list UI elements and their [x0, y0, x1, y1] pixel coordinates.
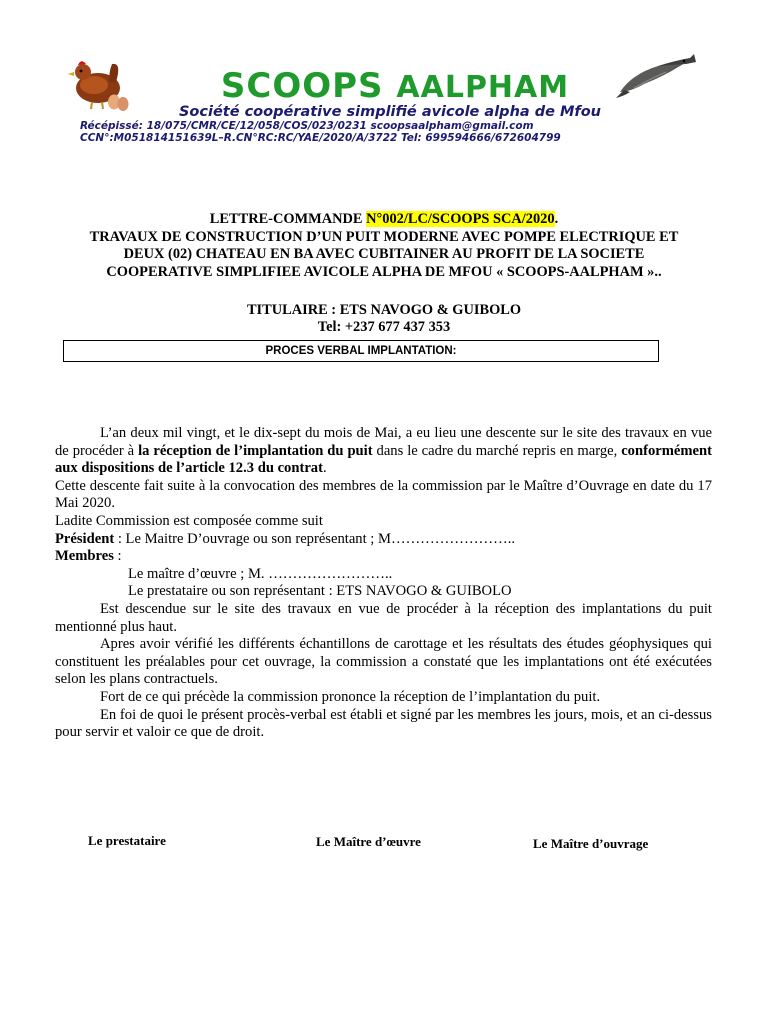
company-brand-name	[210, 66, 580, 106]
paragraph-4: Est descendue sur le site des travaux en vue de procéder à la réception des implantations du puit mentionné plus haut.	[55, 600, 712, 635]
president-line: Président : Le Maitre D’ouvrage ou son représentant ; M……………………..	[55, 530, 516, 547]
hen-with-eggs-icon	[64, 52, 134, 112]
paragraph-5: Apres avoir vérifié les différents échantillons de carottage et les résultats des études géophysiques qui constituent les préalables pour cet ouvrage, la commission a constaté que les implantations ont été exécutées selon les plans contractuels.	[55, 636, 712, 688]
fish-icon	[614, 52, 696, 100]
letter-reference-highlighted: N°002/LC/SCOOPS SCA/2020	[366, 211, 555, 227]
paragraph-2: Cette descente fait suite à la convocation des membres de la commission par le Maître d’Ouvrage en date du 17 Mai 2020.	[55, 477, 712, 512]
titulaire-name: TITULAIRE : ETS NAVOGO & GUIBOLO	[246, 302, 522, 318]
signature-maitre-ouvrage: Le Maître d’ouvrage	[533, 836, 649, 851]
proces-verbal-heading-box: PROCES VERBAL IMPLANTATION:	[63, 340, 659, 362]
signature-prestataire: Le prestataire	[88, 833, 166, 848]
title-line-2: TRAVAUX DE CONSTRUCTION D’UN PUIT MODERNE AVEC POMPE ELECTRIQUE ET	[89, 228, 679, 245]
paragraph-1: L’an deux mil vingt, et le dix-sept du mois de Mai, a eu lieu une descente sur le site des travaux en vue de procéder à la réception de l’implantation du puit dans le cadre du marché repris en marge, conformément aux dispositions de l’article 12.3 du contrat.	[55, 425, 712, 477]
titulaire-block	[52, 302, 716, 336]
letter-title	[52, 211, 716, 281]
brand-part-two: AALPHAM	[396, 70, 570, 105]
paragraph-3: Ladite Commission est composée comme suit	[55, 512, 323, 529]
signature-maitre-oeuvre: Le Maître d’œuvre	[316, 834, 421, 849]
company-subtitle: Société coopérative simplifié avicole alpha de Mfou	[178, 104, 602, 120]
title-line-3: DEUX (02) CHATEAU EN BA AVEC CUBITAINER AU PROFIT DE LA SOCIETE	[123, 246, 645, 262]
paragraph-7: En foi de quoi le présent procès-verbal est établi et signé par les membres les jours, mois, et an ci-dessus pour servir et valoir ce que de droit.	[55, 706, 712, 741]
member-1: Le maître d’œuvre ; M. ……………………..	[128, 565, 393, 582]
brand-part-one: SCOOPS	[220, 66, 384, 106]
letter-prefix: LETTRE-COMMANDE	[209, 211, 367, 227]
title-line-4: COOPERATIVE SIMPLIFIEE AVICOLE ALPHA DE MFOU « SCOOPS-AALPHAM »..	[106, 263, 662, 280]
document-body	[55, 425, 712, 742]
registration-line-1: Récépissé: 18/075/CMR/CE/12/058/COS/023/0231 scoopsaalpham@gmail.com	[80, 120, 534, 132]
registration-line-2: CCN°:M051814151639L–R.CN°RC:RC/YAE/2020/A/3722 Tel: 699594666/672604799	[80, 132, 561, 144]
membres-line: Membres :	[55, 548, 122, 565]
member-2: Le prestataire ou son représentant : ETS NAVOGO & GUIBOLO	[128, 583, 512, 600]
letter-suffix: .	[554, 211, 559, 227]
titulaire-phone: Tel: +237 677 437 353	[317, 319, 451, 335]
letter-reference-line	[52, 211, 716, 229]
paragraph-6: Fort de ce qui précède la commission prononce la réception de l’implantation du puit.	[100, 688, 601, 705]
